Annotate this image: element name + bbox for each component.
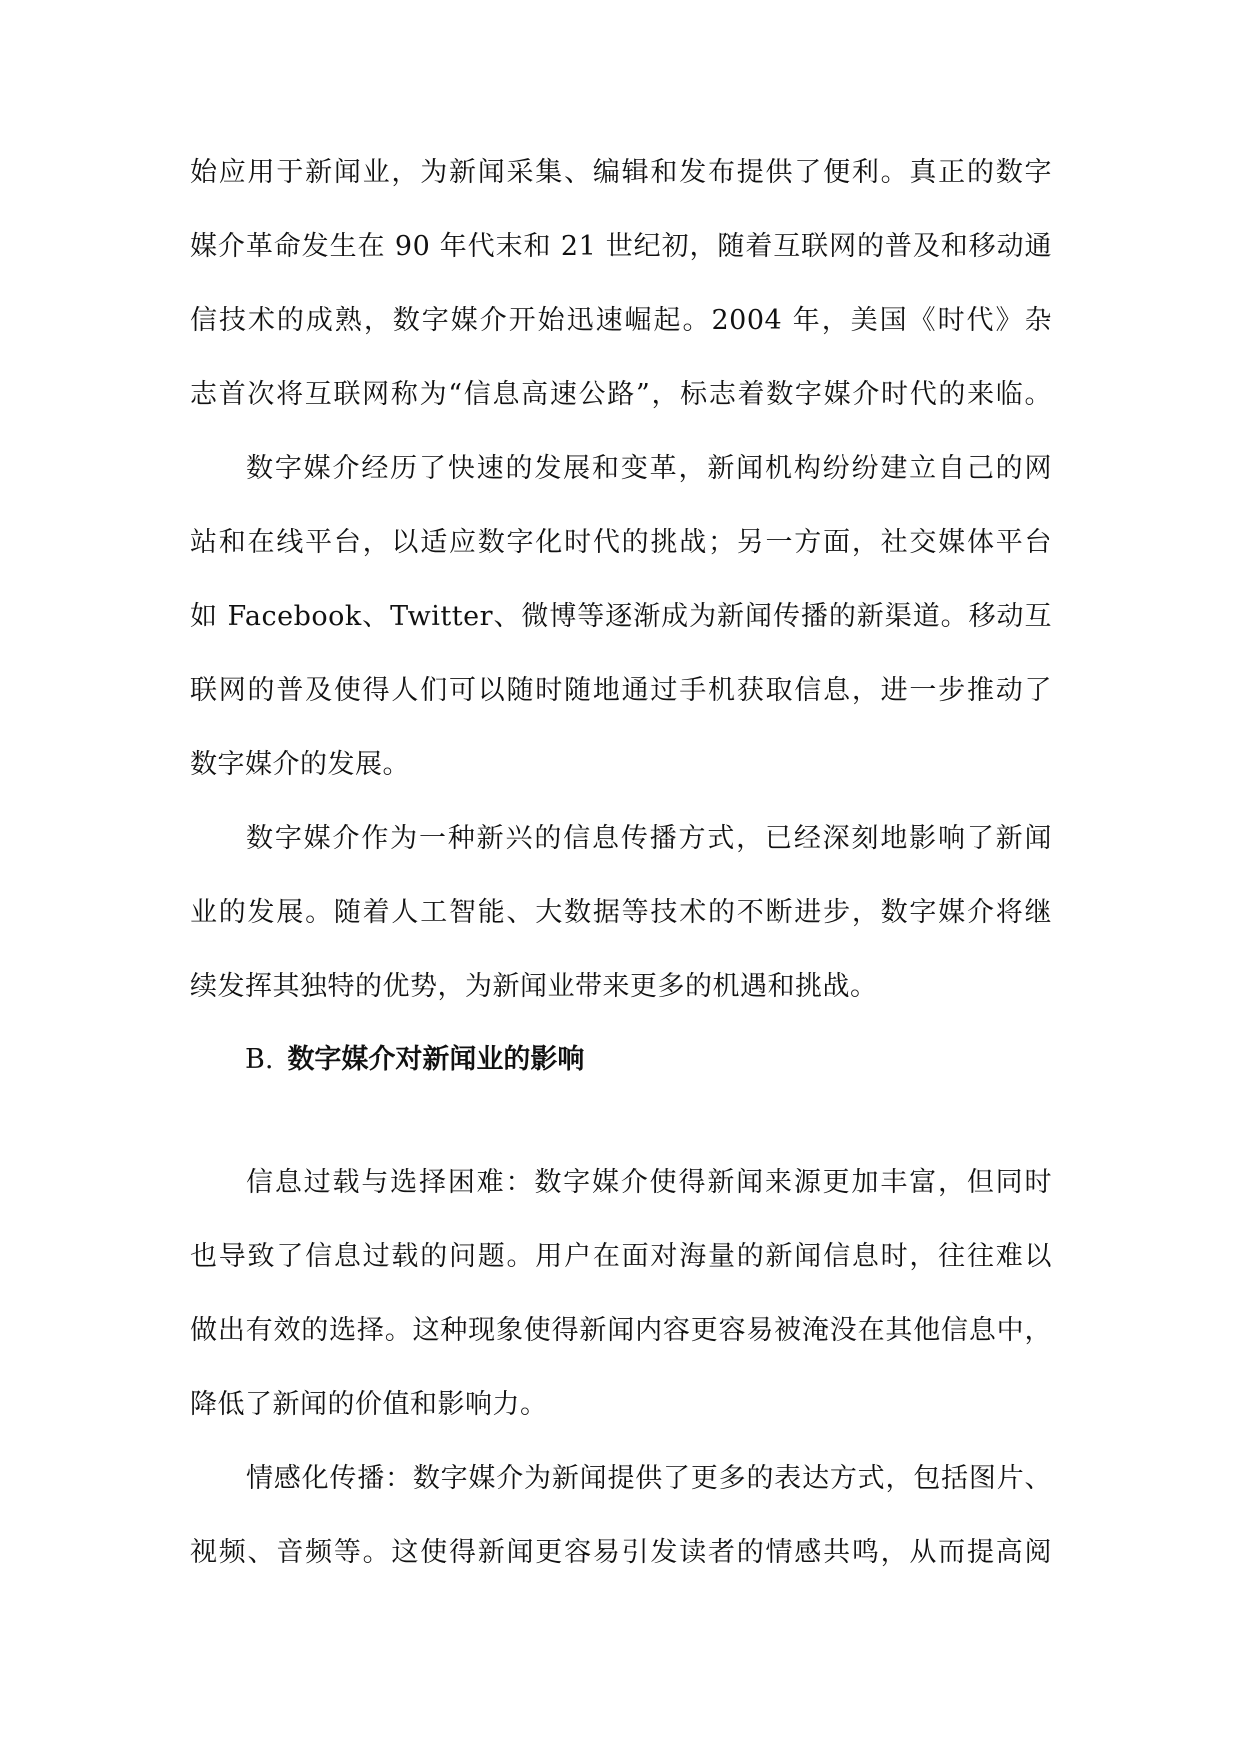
text-line: 也导致了信息过载的问题。用户在面对海量的新闻信息时，往往难以	[190, 1241, 1052, 1272]
text-line: 媒介革命发生在 90 年代末和 21 世纪初，随着互联网的普及和移动通	[190, 231, 1052, 262]
paragraph-development	[190, 432, 1052, 802]
text-line: 视频、音频等。这使得新闻更容易引发读者的情感共鸣，从而提高阅	[190, 1537, 1052, 1568]
section-heading	[245, 1040, 584, 1080]
paragraph-information-overload	[190, 1146, 1052, 1442]
text-line: 如 Facebook、Twitter、微博等逐渐成为新闻传播的新渠道。移动互	[190, 601, 1052, 632]
text-line: 站和在线平台，以适应数字化时代的挑战；另一方面，社交媒体平台	[190, 527, 1052, 558]
text-line: 信技术的成熟，数字媒介开始迅速崛起。2004 年，美国《时代》杂	[190, 305, 1052, 336]
text-line: 业的发展。随着人工智能、大数据等技术的不断进步，数字媒介将继	[190, 897, 1052, 928]
text-line: 数字媒介经历了快速的发展和变革，新闻机构纷纷建立自己的网	[246, 453, 1052, 484]
text-line: 始应用于新闻业，为新闻采集、编辑和发布提供了便利。真正的数字	[190, 157, 1052, 188]
section-title: 数字媒介对新闻业的影响	[287, 1044, 585, 1075]
paragraph-emotional-communication	[190, 1442, 1052, 1590]
text-line: 数字媒介的发展。	[190, 749, 410, 780]
text-line: 信息过载与选择困难：数字媒介使得新闻来源更加丰富，但同时	[246, 1167, 1052, 1198]
text-line: 做出有效的选择。这种现象使得新闻内容更容易被淹没在其他信息中，	[190, 1315, 1052, 1346]
text-line: 数字媒介作为一种新兴的信息传播方式，已经深刻地影响了新闻	[246, 823, 1052, 854]
text-line: 情感化传播：数字媒介为新闻提供了更多的表达方式，包括图片、	[246, 1463, 1052, 1494]
paragraph-impact-summary	[190, 802, 1052, 1024]
section-number: B.	[245, 1044, 274, 1075]
text-line: 续发挥其独特的优势，为新闻业带来更多的机遇和挑战。	[190, 971, 878, 1002]
text-line: 志首次将互联网称为“信息高速公路”，标志着数字媒介时代的来临。	[190, 379, 1052, 410]
paragraph-intro-continued	[190, 136, 1052, 432]
text-line: 降低了新闻的价值和影响力。	[190, 1389, 548, 1420]
text-line: 联网的普及使得人们可以随时随地通过手机获取信息，进一步推动了	[190, 675, 1052, 706]
